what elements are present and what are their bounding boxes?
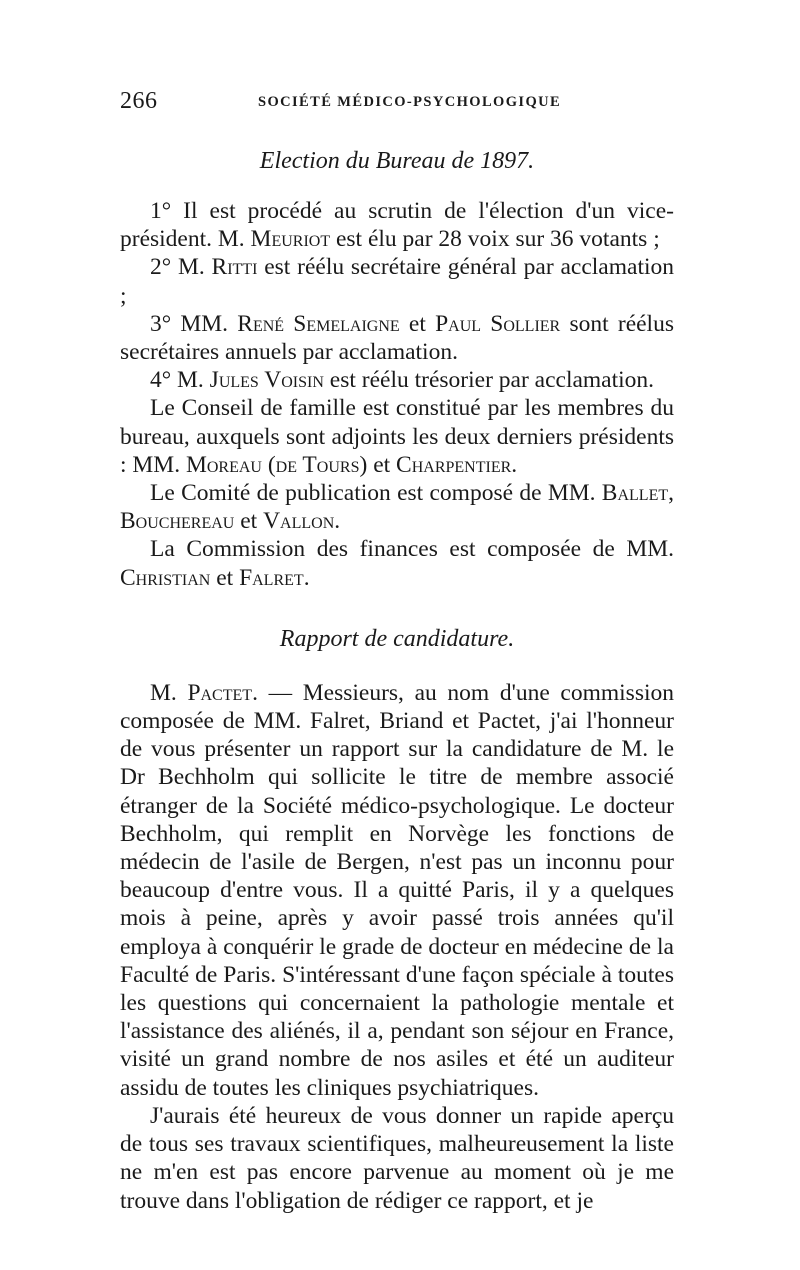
person-name: Falret (239, 564, 304, 591)
section-title-candidature: Rapport de candidature. (279, 625, 515, 652)
running-head (120, 88, 674, 114)
person-name: Meuriot (250, 226, 331, 253)
person-name: Christian (120, 564, 211, 591)
paragraph-annual-secretaries: 3° MM. René Semelaigne et Paul Sollier sont réélus secrétaires annuels par acclamation. (120, 310, 674, 366)
person-name: Ballet (601, 480, 669, 507)
person-name: Jules Voisin (209, 367, 324, 394)
person-name: Bouchereau (120, 508, 235, 535)
person-name: Ritti (211, 254, 258, 281)
person-name: Charpentier (396, 451, 512, 478)
person-name: Paul Sollier (435, 310, 561, 337)
person-name: Vallon (263, 508, 335, 535)
person-name: Moreau (de Tours) (185, 451, 368, 478)
paragraph-report: M. Pactet. — Messieurs, au nom d'une commission composée de MM. Falret, Briand et Pactet, j'ai l'honneur de vous présenter un rapport sur la candidature de M. le Dr Bechholm qui sollicite le titre de membre associé étranger de la Société médico-psychologique. Le docteur Bechholm, qui remplit en Norvège les fonctions de médecin de l'asile de Bergen, n'est pas un inconnu pour beaucoup d'entre vous. Il a quitté Paris, il y a quelques mois à peine, après y avoir passé trois années qu'il employa à conquérir le grade de docteur en médecine de la Faculté de Paris. S'intéressant d'une façon spéciale à toutes les questions qui concernaient la pathologie mentale et l'assistance des aliénés, il a, pendant son séjour en France, visité un grand nombre de nos asiles et été un auditeur assidu de toutes les cliniques psychiatriques. (120, 679, 674, 1101)
paragraph-report-continued: J'aurais été heureux de vous donner un rapide aperçu de tous ses travaux scientifiques, malheureusement la liste ne m'en est pas encore parvenue au moment où je me trouve dans l'obligation de rédiger ce rapport, et je (120, 1102, 674, 1214)
paragraph-family-council: Le Conseil de famille est constitué par les membres du bureau, auxquels sont adjoints les deux derniers présidents : MM. Moreau (de Tours) et Charpentier. (120, 395, 674, 478)
page-number: 266 (120, 88, 158, 114)
book-page (120, 88, 674, 1215)
paragraph-treasurer: 4° M. Jules Voisin est réélu trésorier par acclamation. (150, 367, 655, 394)
section-title-election: Election du Bureau de 1897. (259, 148, 535, 174)
paragraph-finance-commission: La Commission des finances est composée de MM. Christian et Falret. (120, 536, 674, 591)
person-name: Pactet (187, 679, 253, 706)
paragraph-publication-committee: Le Comité de publication est composé de MM. Ballet, Bouchereau et Vallon. (120, 480, 674, 535)
paragraph-vice-president: 1° Il est procédé au scrutin de l'élection d'un vice-président. M. Meuriot est élu par 28 voix sur 36 votants ; (120, 198, 674, 253)
running-title: SOCIÉTÉ MÉDICO-PSYCHOLOGIQUE (258, 94, 562, 110)
person-name: René Semelaigne (237, 310, 400, 337)
paragraph-secretary-general: 2° M. Ritti est réélu secrétaire général par acclamation ; (120, 254, 674, 309)
